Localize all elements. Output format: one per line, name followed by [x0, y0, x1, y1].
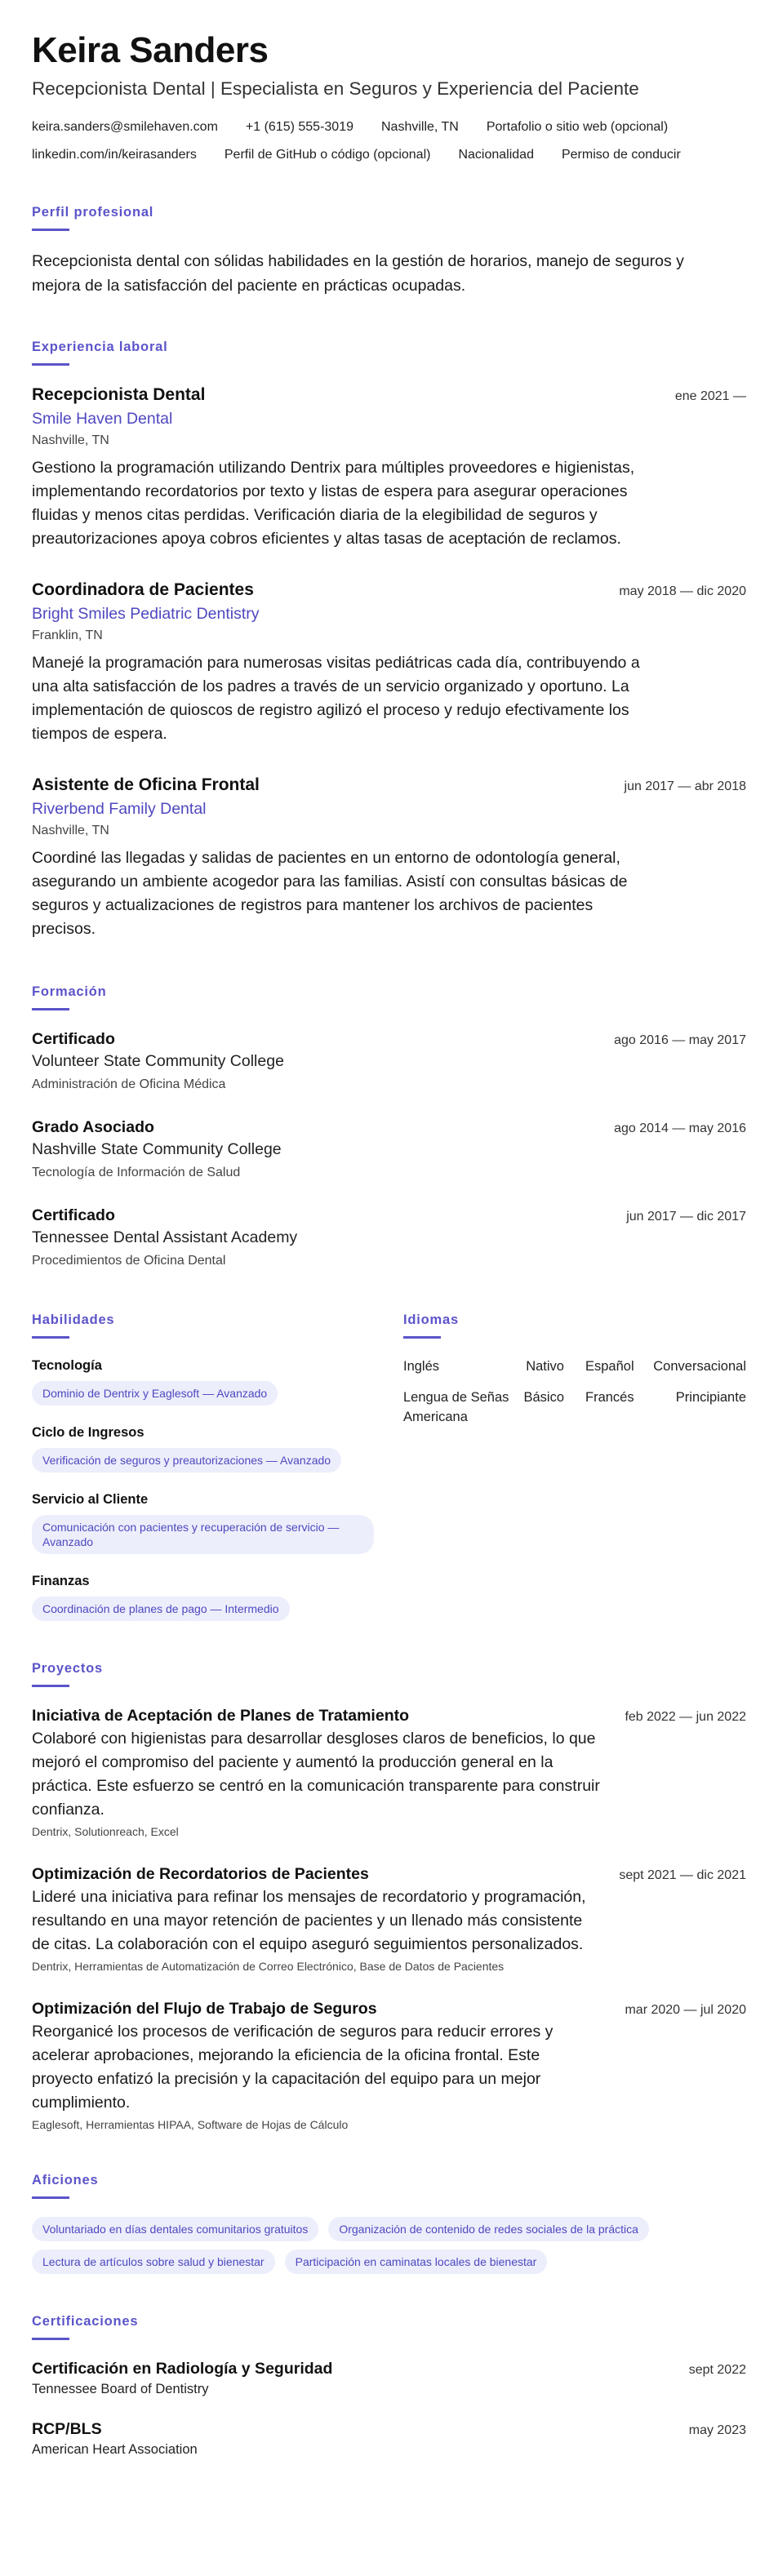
- skill-group: [32, 1357, 374, 1406]
- job-location: Nashville, TN: [32, 824, 109, 837]
- degree-title: Certificado: [32, 1206, 115, 1224]
- language-level: Básico: [523, 1390, 564, 1405]
- project-tech: Eaglesoft, Herramientas HIPAA, Software de Hojas de Cálculo: [32, 2118, 349, 2131]
- education-dates: ago 2014 — may 2016: [614, 1121, 746, 1135]
- resume-header: [32, 29, 746, 163]
- skill-category: Finanzas: [32, 1574, 90, 1588]
- certification-name: RCP/BLS: [32, 2420, 102, 2438]
- section-title: Habilidades: [32, 1312, 115, 1327]
- study-field: Administración de Oficina Médica: [32, 1077, 226, 1091]
- school-name: Volunteer State Community College: [32, 1052, 284, 1070]
- job-title: Coordinadora de Pacientes: [32, 580, 254, 599]
- contact-email[interactable]: keira.sanders@smilehaven.com: [32, 120, 218, 134]
- job-title: Recepcionista Dental: [32, 385, 206, 404]
- hobby-tag: Organización de contenido de redes sociales de la práctica: [328, 2217, 649, 2241]
- skill-category: Ciclo de Ingresos: [32, 1425, 144, 1440]
- section-title: Perfil profesional: [32, 205, 154, 220]
- project-dates: feb 2022 — jun 2022: [625, 1710, 746, 1724]
- study-field: Tecnología de Información de Salud: [32, 1166, 241, 1179]
- project-tech: Dentrix, Solutionreach, Excel: [32, 1825, 179, 1838]
- education-entry: [32, 1028, 746, 1095]
- certification-date: may 2023: [688, 2423, 746, 2437]
- certifications-section: [32, 2313, 746, 2459]
- language-item: [403, 1357, 564, 1376]
- education-section: [32, 984, 746, 1271]
- study-field: Procedimientos de Oficina Dental: [32, 1254, 226, 1268]
- contact-phone[interactable]: +1 (615) 555-3019: [245, 120, 353, 134]
- candidate-headline: Recepcionista Dental | Especialista en Seguros y Experiencia del Paciente: [32, 78, 639, 99]
- hobbies-section: [32, 2172, 746, 2274]
- skill-tag: Coordinación de planes de pago — Intermedio: [32, 1597, 290, 1621]
- certification-entry: [32, 2358, 746, 2399]
- company-name: Bright Smiles Pediatric Dentistry: [32, 605, 260, 623]
- hobby-list: [32, 2217, 742, 2274]
- project-entry: [32, 1863, 746, 1974]
- language-item: [585, 1388, 746, 1427]
- project-dates: sept 2021 — dic 2021: [619, 1868, 746, 1882]
- experience-entry: [32, 579, 746, 746]
- contact-linkedin[interactable]: linkedin.com/in/keirasanders: [32, 148, 197, 162]
- section-title: Experiencia laboral: [32, 340, 168, 354]
- project-entry: [32, 1998, 746, 2133]
- language-name: Francés: [585, 1390, 634, 1405]
- language-item: [403, 1388, 564, 1427]
- language-item: [585, 1357, 746, 1376]
- section-title: Idiomas: [403, 1312, 459, 1327]
- language-list: [403, 1357, 746, 1427]
- job-dates: ene 2021 —: [674, 389, 746, 403]
- section-title: Formación: [32, 984, 107, 999]
- hobby-tag: Voluntariado en días dentales comunitarios gratuitos: [32, 2217, 318, 2241]
- certification-date: sept 2022: [688, 2363, 746, 2377]
- projects-section: [32, 1660, 746, 2133]
- company-name: Smile Haven Dental: [32, 410, 173, 428]
- education-dates: ago 2016 — may 2017: [614, 1033, 746, 1047]
- section-divider: [32, 1336, 69, 1339]
- section-divider: [403, 1336, 441, 1339]
- project-description: Reorganicé los procesos de verificación de seguros para reducir errores y acelerar aprobaciones, mejorando la eficiencia de la oficina frontal. Este proyecto enfatizó la precisión y la capacitación del equipo para un mejor cumplimiento.: [32, 2023, 553, 2112]
- job-description: Coordiné las llegadas y salidas de pacientes en un entorno de odontología general, asegurando un ambiente acogedor para las familias. Asistí con consultas básicas de seguros y actualizaciones de registros para mantener los archivos de pacientes precisos.: [32, 849, 628, 938]
- project-tech: Dentrix, Herramientas de Automatización de Correo Electrónico, Base de Datos de Pacientes: [32, 1960, 505, 1973]
- profile-section: [32, 204, 746, 298]
- contact-nationality: Nacionalidad: [458, 148, 534, 162]
- section-divider: [32, 2196, 69, 2199]
- job-description: Manejé la programación para numerosas visitas pediátricas cada día, contribuyendo a una alta satisfacción de los padres a través de un servicio organizado y oportuno. La implementación de quioscos de registro agilizó el proceso y redujo efectivamente los tiempos de espera.: [32, 654, 640, 743]
- skill-tag: Comunicación con pacientes y recuperación de servicio — Avanzado: [32, 1515, 374, 1554]
- section-divider: [32, 229, 69, 231]
- skill-category: Servicio al Cliente: [32, 1492, 149, 1507]
- company-name: Riverbend Family Dental: [32, 800, 207, 818]
- job-location: Franklin, TN: [32, 628, 103, 642]
- section-divider: [32, 1008, 69, 1010]
- section-divider: [32, 2338, 69, 2340]
- skill-group: [32, 1572, 374, 1621]
- skill-tag: Verificación de seguros y preautorizaciones — Avanzado: [32, 1448, 341, 1472]
- job-dates: jun 2017 — abr 2018: [624, 779, 746, 793]
- job-location: Nashville, TN: [32, 433, 109, 447]
- contact-location: Nashville, TN: [381, 120, 459, 134]
- contact-portfolio[interactable]: Portafolio o sitio web (opcional): [486, 120, 669, 134]
- experience-section: [32, 339, 746, 941]
- candidate-name: Keira Sanders: [32, 30, 269, 70]
- project-description: Lideré una iniciativa para refinar los mensajes de recordatorio y programación, resultando en una mayor retención de pacientes y un llenado más consistente de citas. La colaboración con el equipo aseguró seguimientos personalizados.: [32, 1888, 586, 1953]
- language-name: Lengua de Señas Americana: [403, 1390, 509, 1424]
- section-title: Certificaciones: [32, 2314, 139, 2329]
- section-divider: [32, 363, 69, 366]
- experience-entry: [32, 384, 746, 551]
- certification-name: Certificación en Radiología y Seguridad: [32, 2360, 333, 2378]
- contact-github[interactable]: Perfil de GitHub o código (opcional): [224, 148, 431, 162]
- education-entry: [32, 1205, 746, 1271]
- experience-entry: [32, 774, 746, 941]
- school-name: Nashville State Community College: [32, 1140, 282, 1158]
- section-title: Aficiones: [32, 2173, 99, 2187]
- contact-list: [32, 119, 746, 163]
- project-name: Iniciativa de Aceptación de Planes de Tratamiento: [32, 1707, 410, 1725]
- languages-column: [403, 1312, 746, 1621]
- project-entry: [32, 1705, 746, 1840]
- hobby-tag: Participación en caminatas locales de bienestar: [285, 2250, 548, 2274]
- degree-title: Grado Asociado: [32, 1118, 154, 1136]
- project-dates: mar 2020 — jul 2020: [625, 2003, 746, 2017]
- skill-tag: Dominio de Dentrix y Eaglesoft — Avanzado: [32, 1381, 278, 1406]
- project-description: Colaboré con higienistas para desarrollar desgloses claros de beneficios, lo que mejoró el compromiso del paciente y aumentó la producción general en la práctica. Este esfuerzo se centró en la comunicación transparente para construir confianza.: [32, 1730, 600, 1819]
- skill-category: Tecnología: [32, 1358, 102, 1373]
- skills-column: [32, 1312, 374, 1621]
- section-title: Proyectos: [32, 1661, 103, 1676]
- certification-issuer: American Heart Association: [32, 2442, 198, 2457]
- education-entry: [32, 1117, 746, 1183]
- section-divider: [32, 1685, 69, 1687]
- job-description: Gestiono la programación utilizando Dentrix para múltiples proveedores e higienistas, implementando recordatorios por texto y listas de espera para asegurar operaciones fluidas y menos citas perdidas. Verificación diaria de la elegibilidad de seguros y preautorizaciones apoya cobros eficientes y altas tasas de aceptación de reclamos.: [32, 459, 635, 548]
- profile-summary: Recepcionista dental con sólidas habilidades en la gestión de horarios, manejo de seguros y mejora de la satisfacción del paciente en prácticas ocupadas.: [32, 252, 684, 295]
- certification-issuer: Tennessee Board of Dentistry: [32, 2382, 209, 2396]
- degree-title: Certificado: [32, 1030, 115, 1048]
- hobby-tag: Lectura de artículos sobre salud y bienestar: [32, 2250, 275, 2274]
- job-title: Asistente de Oficina Frontal: [32, 775, 260, 794]
- project-name: Optimización de Recordatorios de Pacientes: [32, 1865, 369, 1883]
- language-name: Inglés: [403, 1359, 440, 1374]
- job-dates: may 2018 — dic 2020: [619, 584, 746, 598]
- education-dates: jun 2017 — dic 2017: [626, 1210, 746, 1224]
- contact-driving-license: Permiso de conducir: [561, 148, 681, 162]
- skill-group: [32, 1490, 374, 1554]
- language-level: Nativo: [526, 1359, 564, 1374]
- certification-entry: [32, 2418, 746, 2459]
- project-name: Optimización del Flujo de Trabajo de Seguros: [32, 2000, 377, 2018]
- language-level: Conversacional: [653, 1359, 746, 1374]
- school-name: Tennessee Dental Assistant Academy: [32, 1228, 298, 1246]
- skills-languages-section: [32, 1312, 746, 1621]
- language-level: Principiante: [675, 1390, 746, 1405]
- skill-group: [32, 1423, 374, 1472]
- language-name: Español: [585, 1359, 634, 1374]
